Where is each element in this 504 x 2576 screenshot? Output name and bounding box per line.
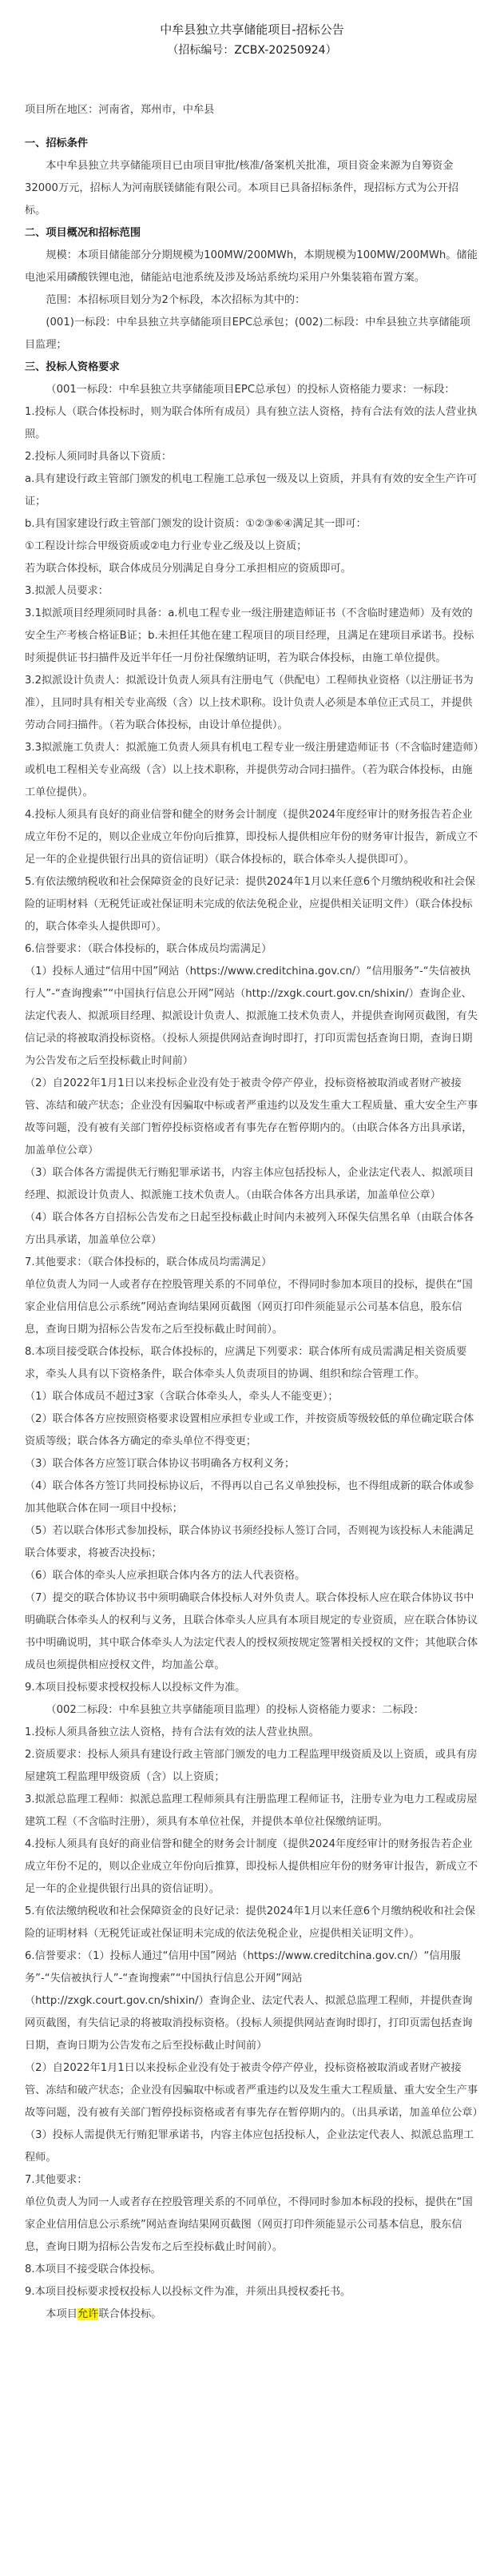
paragraph: （001一标段：中牟县独立共享储能项目EPC总承包）的投标人资格能力要求：一标段： [46, 384, 455, 396]
paragraph: 7.其他要求：（联合体投标的，联合体成员均需满足） [25, 1256, 272, 1268]
paragraph: （3）联合体各方需提供无行贿犯罪承诺书，内容主体应包括投标人，企业法定代表人、拟派项目经理、拟派设计负责人、拟派施工技术负责人。（由联合体各方出具承诺，加盖单位公章） [25, 1167, 474, 1201]
paragraph: （4）联合体各方签订共同投标协议后，不得再以自己名义单独投标，也不得组成新的联合体或参加其他联合体在同一项目中投标； [25, 1480, 474, 1515]
paragraph: （1）联合体成员不超过3家（含联合体牵头人，牵头人不能变更）； [25, 1391, 339, 1403]
paragraph: a.具有建设行政主管部门颁发的机电工程施工总承包一级及以上资质，并具有有效的安全生产许可证； [25, 473, 478, 508]
section-heading: 二、项目概况和招标范围 [25, 227, 141, 239]
paragraph: 8.本项目不接受联合体投标。 [25, 2263, 161, 2275]
paragraph: 3.2拟派设计负责人：拟派设计负责人须具有注册电气（供配电）工程师执业资格（以注册证书为准），且同时具有相关专业高级（含）以上技术职称。设计负责人必须是本单位正式员工，并提供劳动合同扫描件。（若为联合体投标，由设计单位提供）。 [25, 675, 474, 731]
paragraph: 3.1拟派项目经理须同时具备：a.机电工程专业一级注册建造师证书（不含临时建造师）及有效的安全生产考核合格证B证；b.未担任其他在建工程项目的项目经理，且满足在建项目承诺书。投标时须提供证书扫描件及近半年任一月份社保缴纳证明，若为联合体投标，由施工单位提供。 [25, 607, 474, 664]
paragraph: 6.信誉要求：（1）投标人通过“信用中国”网站（https://www.creditchina.gov.cn/）“信用服务”-“失信被执行人”-“查询搜索”“中国执行信息公开网”网站（http://zxgk.court.gov.cn/shixin/）查询企业、法定代表人、拟派总监理工程师，并提供查询网页截图，有失信记录的将被取消投标资格。（投标人须提供网站查询时即打，打印页需包括查询日期，查询日期为公告发布之后至投标截止时间前） [25, 1950, 473, 2052]
paragraph: （6）联合体的牵头人应承担联合体内各方的法人代表资格。 [25, 1570, 306, 1582]
document-body [25, 99, 483, 2326]
paragraph: 2.资质要求：投标人须具有建设行政主管部门颁发的电力工程监理甲级资质及以上资质，或具有房屋建筑工程监理甲级资质（含）以上资质； [25, 1749, 478, 1783]
paragraph: 9.本项目投标要求授权投标人以投标文件为准，并须出具授权委托书。 [25, 2286, 351, 2298]
paragraph: 9.本项目投标要求授权投标人以投标文件为准。 [25, 1682, 246, 1694]
paragraph: b.具有国家建设行政主管部门颁发的设计资质：①②③⑥④满足其一即可： [25, 518, 367, 530]
paragraph: （2）自2022年1月1日以来投标企业没有处于被责令停产停业，投标资格被取消或者财产被接管、冻结和破产状态；企业没有因骗取中标或者严重违约以及发生重大工程质量、重大安全生产事故等问题，没有被有关部门暂停投标资格或者有事先存在暂停期内的。（由联合体各方出具承诺，加盖单位公章） [25, 1077, 478, 1157]
paragraph: 7.其他要求： [25, 2174, 88, 2186]
paragraph: 单位负责人为同一人或者存在控股管理关系的不同单位，不得同时参加本标段的投标，提供在“国家企业信用信息公示系统”网站查询结果网页截图（网页打印件须能显示公司基本信息，股东信息，查询日期为招标公告发布之后至投标截止时间前）。 [25, 2196, 473, 2253]
paragraph: 本中牟县独立共享储能项目已由项目审批/核准/备案机关批准，项目资金来源为自筹资金32000万元，招标人为河南朕镁储能有限公司。本项目已具备招标条件，现招标方式为公开招标。 [25, 160, 459, 217]
text-run: 联合体投标。 [98, 2308, 162, 2320]
paragraph: ①工程设计综合甲级资质或②电力行业专业乙级及以上资质； [25, 540, 308, 552]
tender-code: （招标编号：ZCBX-20250924） [167, 44, 337, 57]
paragraph: （4）联合体各方自招标公告发布之日起至投标截止时间内未被列入环保失信黑名单（由联合体各方出具承诺，加盖单位公章） [25, 1212, 474, 1246]
section-heading: 一、招标条件 [25, 137, 89, 149]
paragraph: (001)一标段：中牟县独立共享储能项目EPC总承包；(002)二标段：中牟县独立共享储能项目监理； [25, 317, 470, 351]
paragraph: （7）提交的联合体协议书中须明确联合体投标人对外负责人。联合体投标人应在联合体协议书中明确联合体牵头人的权利与义务，且联合体牵头人应具有本项目规定的专业资质，应在联合体协议书中明确说明，其中联合体牵头人为法定代表人的授权须按规定签署相关授权的文件；其他联合体成员也须提供相应授权文件，均加盖公章。 [25, 1592, 478, 1671]
paragraph [25, 2303, 479, 2326]
header-spacer [25, 59, 479, 99]
document-title: 中牟县独立共享储能项目-招标公告 [160, 22, 344, 37]
paragraph: 3.拟派总监理工程师：拟派总监理工程师须具有注册监理工程师证书，注册专业为电力工程或房屋建筑工程（不含临时注册），须具有本单位社保，并提供本单位社保缴纳证明。 [25, 1794, 478, 1828]
paragraph: （3）投标人需提供无行贿犯罪承诺书，内容主体应包括投标人，企业法定代表人、拟派总监理工程师。 [25, 2129, 474, 2164]
paragraph: 1.投标人须具备独立法人资格，持有合法有效的法人营业执照。 [25, 1726, 319, 1738]
paragraph: 项目所在地区：河南省，郑州市，中牟县 [25, 104, 215, 116]
paragraph: 4.投标人须具有良好的商业信誉和健全的财务会计制度（提供2024年度经审计的财务报告若企业成立年份不足的，则以企业成立年份向后推算，即投标人提供相应年份的财务审计报告，新成立不足一年的企业提供银行出具的资信证明）（联合体投标的，联合体牵头人提供即可）。 [25, 809, 478, 866]
paragraph: 3.拟派人员要求： [25, 585, 109, 597]
highlighted-text: 允许 [77, 2308, 99, 2320]
text-run: 本项目 [46, 2308, 77, 2320]
paragraph: （1）投标人通过“信用中国”网站（https://www.creditchina.gov.cn/）“信用服务”-“失信被执行人”-“查询搜索”“中国执行信息公开网”网站（http://zxgk.court.gov.cn/shixin/）查询企业、法定代表人、拟派项目经理、拟派设计负责人、拟派施工技术负责人，并提供查询网页截图，有失信记录的将被取消投标资格。（投标人须提供网站查询时即打，打印页需包括查询日期，查询日期为公告发布之后至投标截止时间前） [25, 966, 478, 1067]
paragraph: 范围：本招标项目划分为2个标段，本次招标为其中的： [46, 294, 306, 306]
paragraph: 单位负责人为同一人或者存在控股管理关系的不同单位，不得同时参加本项目的投标，提供在“国家企业信用信息公示系统”网站查询结果网页截图（网页打印件须能显示公司基本信息，股东信息，查询日期为招标公告发布之后至投标截止时间前）。 [25, 1279, 473, 1336]
paragraph: 1.投标人（联合体投标时，则为联合体所有成员）具有独立法人资格，持有合法有效的法人营业执照。 [25, 406, 478, 440]
spacer [25, 121, 479, 133]
paragraph: （002二标段：中牟县独立共享储能项目监理）的投标人资格能力要求：二标段： [46, 1704, 424, 1716]
paragraph: 6.信誉要求：（联合体投标的，联合体成员均需满足） [25, 943, 272, 955]
section-heading: 三、投标人资格要求 [25, 361, 120, 373]
paragraph: 若为联合体投标，联合体成员分别满足自身分工承担相应的资质即可。 [25, 563, 351, 575]
paragraph: 2.投标人须同时具备以下资质： [25, 451, 173, 463]
paragraph: 5.有依法缴纳税收和社会保障资金的良好记录：提供2024年1月以来任意6个月缴纳税收和社会保险的证明材料（无税凭证或社保证明未完成的依法免税企业，应提供相关证明文件）（联合体投标的，联合体牵头人提供即可）。 [25, 876, 476, 933]
paragraph: （3）联合体各方应签订联合体协议书明确各方权利义务； [25, 1458, 296, 1470]
paragraph: 4.投标人须具有良好的商业信誉和健全的财务会计制度（提供2024年度经审计的财务报告若企业成立年份不足的，则以企业成立年份向后推算，即投标人提供相应年份的财务审计报告，新成立不足一年的企业提供银行出具的资信证明）。 [25, 1838, 478, 1895]
paragraph: 3.3拟派施工负责人：拟派施工负责人须具有机电工程专业一级注册建造师证书（不含临时建造师）或机电工程相关专业高级（含）以上技术职称，并提供劳动合同扫描件。（若为联合体投标，由施工单位提供）。 [25, 742, 479, 798]
paragraph: （5）若以联合体形式参加投标，联合体协议书须经投标人签订合同，否则视为该投标人未能满足联合体要求，将被否决投标； [25, 1525, 474, 1559]
paragraph: 5.有依法缴纳税收和社会保障资金的良好记录：提供2024年1月以来任意6个月缴纳税收和社会保险的证明材料（无税凭证或社保证明未完成的依法免税企业，应提供相关证明文件）。 [25, 1905, 476, 1940]
paragraph: （2）联合体各方应按照资格要求设置相应承担专业或工作，并按资质等级较低的单位确定联合体资质等级；联合体各方确定的牵头单位不得变更； [25, 1413, 474, 1447]
paragraph: 8.本项目接受联合体投标，联合体投标的，应满足下列要求：联合体所有成员需满足相关资质要求，牵头人具有以下资格条件，联合体牵头人负责项目的协调、组织和综合管理工作。 [25, 1346, 467, 1380]
paragraph: 规模：本项目储能部分分期规模为100MW/200MWh，本期规模为100MW/200MWh。储能电池采用磷酸铁锂电池，储能站电池系统及涉及场站系统均采用户外集装箱布置方案。 [25, 249, 478, 284]
paragraph: （2）自2022年1月1日以来投标企业没有处于被责令停产停业，投标资格被取消或者财产被接管、冻结和破产状态；企业没有因骗取中标或者严重违约以及发生重大工程质量、重大安全生产事故等问题，没有被有关部门暂停投标资格或者有事先存在暂停期内的。（出具承诺，加盖单位公章） [25, 2062, 483, 2119]
